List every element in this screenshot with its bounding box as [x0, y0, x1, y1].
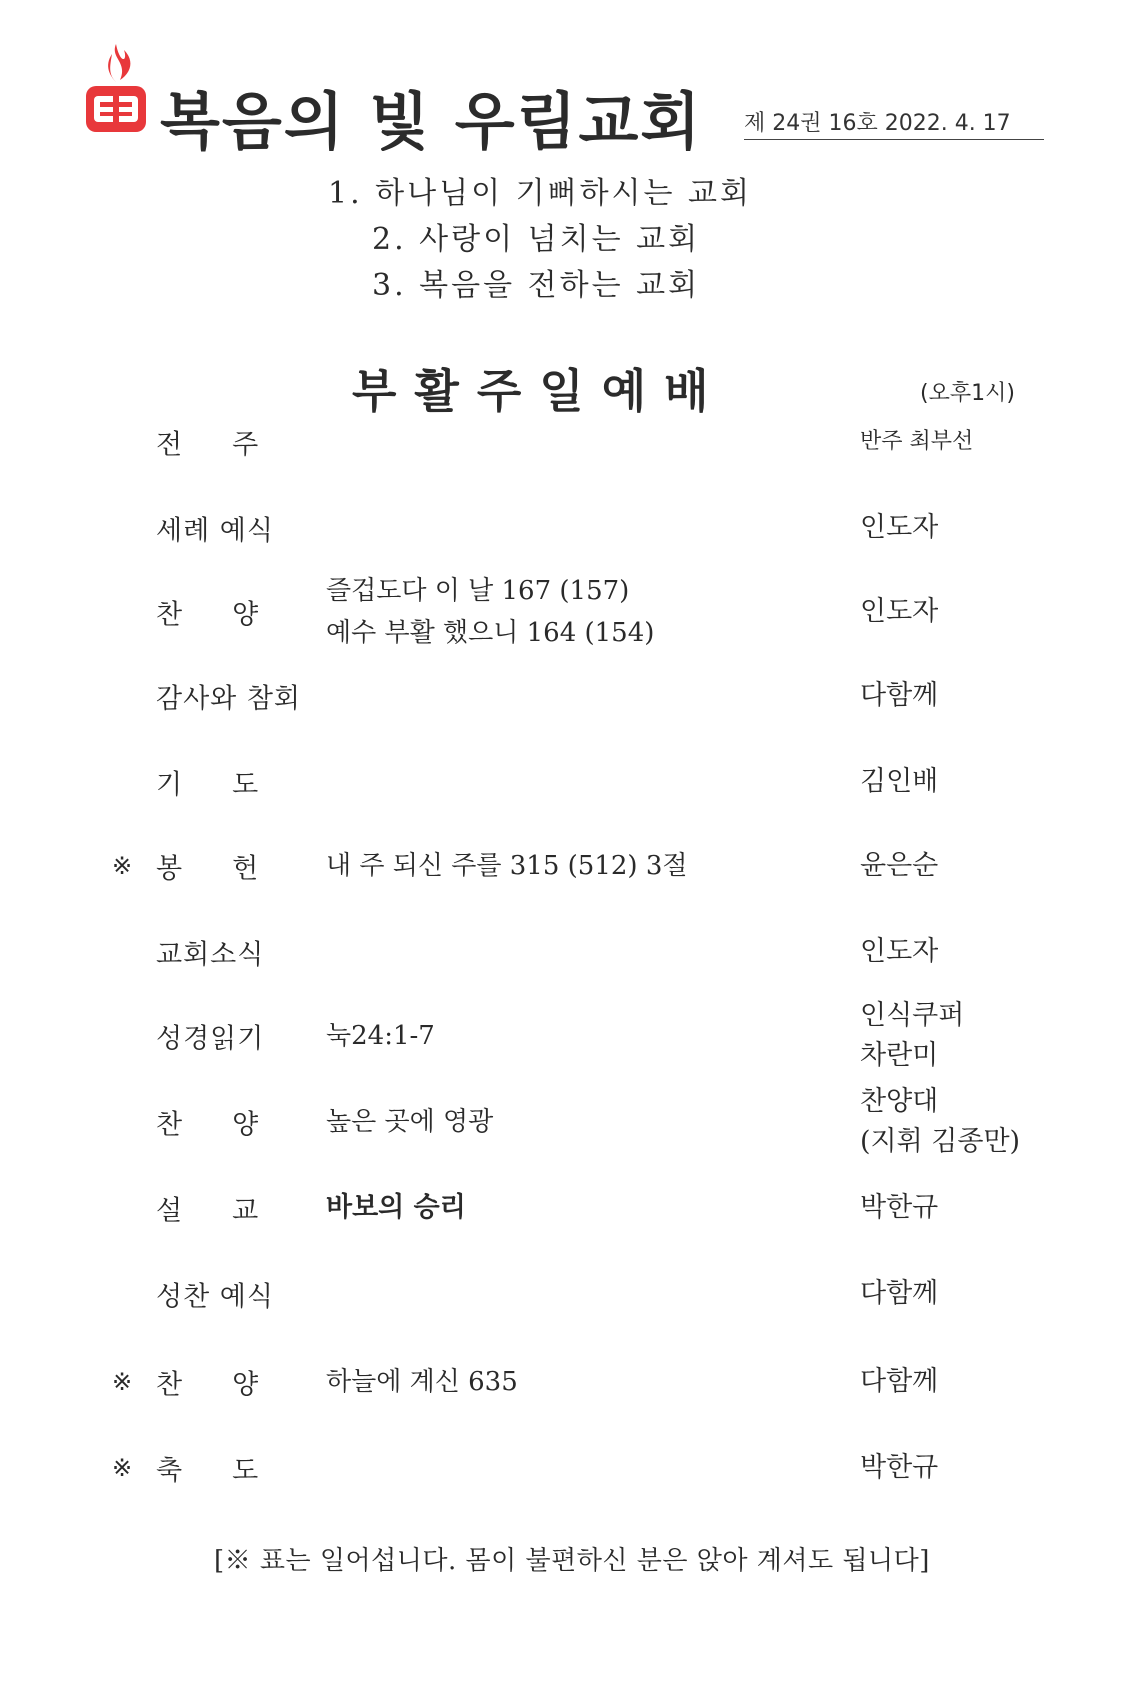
order-item-person-line: 박한규 [860, 1192, 939, 1223]
motto-line: 2. 사랑이 넘치는 교회 [372, 222, 701, 257]
order-item-content-line: 높은 곳에 영광 [326, 1107, 494, 1137]
order-item-person [860, 592, 938, 632]
order-item-person-line: 다함께 [860, 1278, 939, 1309]
order-item-label-part: 찬 [156, 1109, 183, 1141]
order-item-person [860, 676, 938, 716]
order-item-label-part: 도 [232, 769, 259, 801]
order-item [0, 498, 1124, 558]
order-item-content [326, 1361, 518, 1403]
stand-mark: ※ [112, 1368, 133, 1396]
order-item [0, 1000, 1124, 1071]
stand-mark: ※ [112, 852, 133, 880]
order-item-content-line: 눅24:1-7 [326, 1021, 435, 1051]
order-item-person-line: 인도자 [860, 512, 939, 543]
order-item-content-line: 하늘에 계신 635 [326, 1367, 518, 1397]
issue-info: 제 24권 16호 2022. 4. 17 [744, 106, 1044, 140]
order-item-label [156, 763, 258, 802]
order-item-label [156, 847, 258, 886]
order-item-person [860, 996, 964, 1076]
order-item-label-part: 헌 [232, 853, 259, 885]
order-item-label-part: 성찬 예식 [156, 1281, 274, 1313]
order-item-label [156, 1189, 258, 1228]
motto-line: 1. 하나님이 기뻐하시는 교회 [328, 176, 753, 211]
order-item-label [156, 423, 258, 462]
order-item-label-part: 설 [156, 1195, 183, 1227]
order-item-content-line: 예수 부활 했으니 164 (154) [326, 618, 655, 648]
order-item-label-part: 전 [156, 429, 183, 461]
order-item-person-line: 차란미 [860, 1040, 939, 1071]
order-item [0, 1438, 1124, 1498]
stand-mark: ※ [112, 1454, 133, 1482]
order-item [0, 1352, 1124, 1412]
order-item-label-part: 교회소식 [156, 939, 265, 971]
order-item-person [860, 508, 938, 548]
order-item-content-line: 바보의 승리 [326, 1192, 466, 1223]
order-item [0, 412, 1124, 472]
order-item [0, 666, 1124, 726]
order-item-label-part: 양 [232, 1369, 259, 1401]
order-item-label [156, 1449, 258, 1488]
order-item-label [156, 1017, 264, 1056]
order-item-label-part: 성경읽기 [156, 1023, 265, 1055]
order-item-content [326, 570, 654, 654]
service-time: (오후1시) [920, 381, 1015, 406]
order-item-label-part: 양 [232, 599, 259, 631]
order-item [0, 1086, 1124, 1157]
order-item-person-line: 찬양대 [860, 1086, 939, 1117]
order-item [0, 922, 1124, 982]
order-item-person [860, 422, 973, 462]
order-item-label [156, 593, 258, 632]
order-item [0, 1264, 1124, 1324]
order-item [0, 576, 1124, 648]
order-item [0, 752, 1124, 812]
order-item-person [860, 1362, 938, 1402]
service-title: 부활주일예배 [352, 364, 727, 418]
order-item-label-part: 양 [232, 1109, 259, 1141]
order-item-person-line: 다함께 [860, 680, 939, 711]
order-item-content [326, 1101, 493, 1143]
order-item-label [156, 1275, 274, 1314]
order-item-label-part: 주 [232, 429, 259, 461]
order-item-person [860, 846, 938, 886]
order-item-content [326, 845, 687, 887]
order-item-content [326, 1187, 466, 1229]
church-name: 복음의 빛 우림교회 [160, 85, 703, 158]
order-item-person-line: 인도자 [860, 936, 939, 967]
order-item-label [156, 933, 264, 972]
order-item [0, 1178, 1124, 1238]
church-logo-icon [80, 40, 152, 140]
order-item-person [860, 1188, 938, 1228]
order-item-content-line: 즐겁도다 이 날 167 (157) [326, 576, 630, 606]
order-item-label [156, 1103, 258, 1142]
order-item-label [156, 509, 274, 548]
footnote: [※ 표는 일어섭니다. 몸이 불편하신 분은 앉아 계셔도 됩니다] [214, 1546, 930, 1576]
order-item-content [326, 1015, 435, 1057]
order-item-label-part: 교 [232, 1195, 259, 1227]
order-item-label-part: 도 [232, 1455, 259, 1487]
order-item-label [156, 1363, 258, 1402]
order-item-label-part: 찬 [156, 599, 183, 631]
order-item-person [860, 932, 938, 972]
order-item-label [156, 677, 301, 716]
order-item-person-line: (지휘 김종만) [860, 1126, 1021, 1157]
motto-line: 3. 복음을 전하는 교회 [372, 268, 701, 303]
order-item-label-part: 기 [156, 769, 183, 801]
order-item-person-line: 반주 최부선 [860, 429, 974, 454]
order-item-person-line: 인식쿠퍼 [860, 1000, 965, 1031]
order-item-label-part: 감사와 참회 [156, 683, 301, 715]
order-item-person-line: 다함께 [860, 1366, 939, 1397]
order-item-person [860, 1274, 938, 1314]
order-item-person-line: 윤은순 [860, 850, 939, 881]
order-item-content-line: 내 주 되신 주를 315 (512) 3절 [326, 851, 688, 881]
order-item-label-part: 세례 예식 [156, 515, 274, 547]
order-item-person [860, 1448, 938, 1488]
order-item [0, 836, 1124, 896]
order-item-label-part: 봉 [156, 853, 183, 885]
order-item-label-part: 찬 [156, 1369, 183, 1401]
order-item-person [860, 1082, 1020, 1162]
order-item-label-part: 축 [156, 1455, 183, 1487]
order-item-person-line: 김인배 [860, 766, 939, 797]
order-item-person-line: 인도자 [860, 596, 939, 627]
order-item-person [860, 762, 938, 802]
order-item-person-line: 박한규 [860, 1452, 939, 1483]
